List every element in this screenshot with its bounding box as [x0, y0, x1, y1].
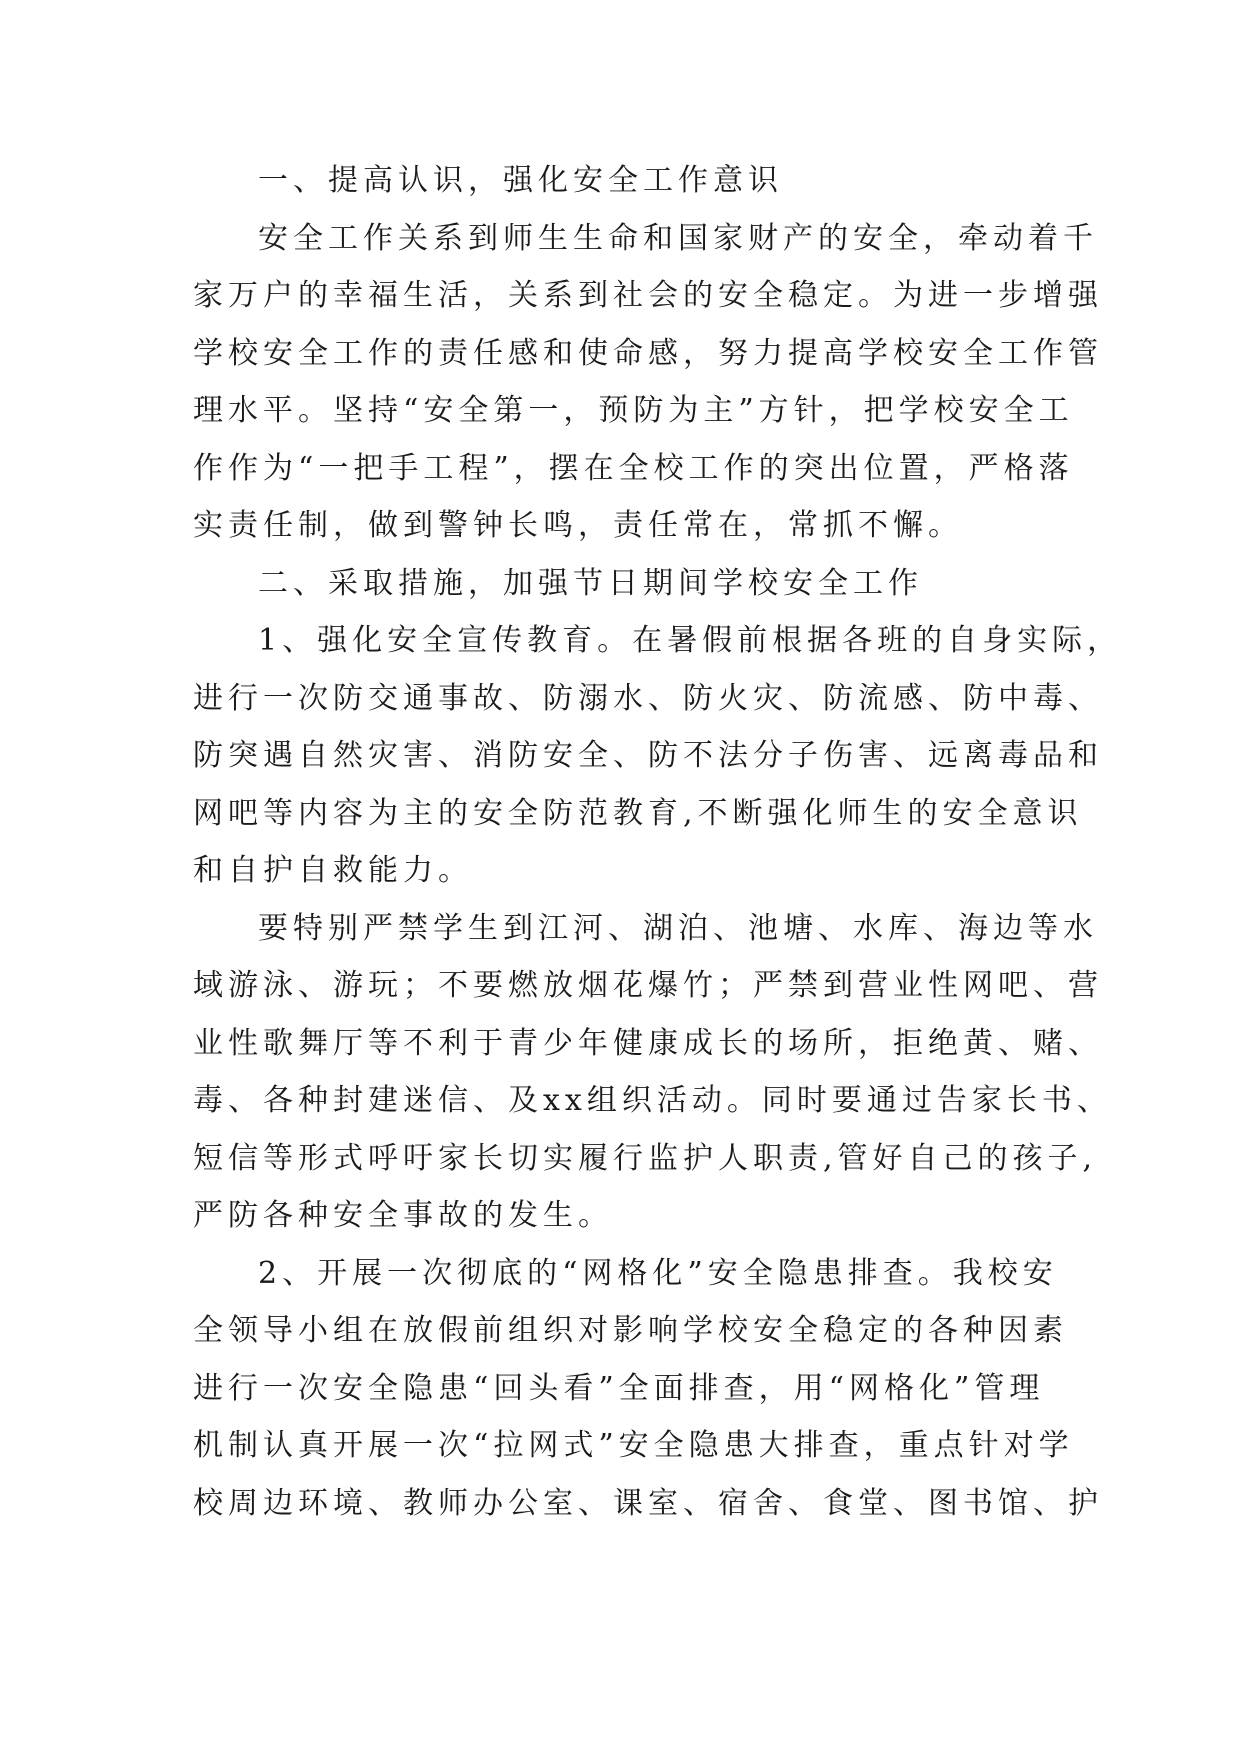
paragraph-line: 作作为“一把手工程”，摆在全校工作的突出位置，严格落 [193, 450, 1074, 486]
section-heading-2: 二、采取措施，加强节日期间学校安全工作 [258, 565, 923, 601]
paragraph-line: 毒、各种封建迷信、及xx组织活动。同时要通过告家长书、 [193, 1083, 1112, 1118]
paragraph-line: 进行一次安全隐患“回头看”全面排查，用“网格化”管理 [193, 1370, 1045, 1406]
paragraph-line: 安全工作关系到师生生命和国家财产的安全，牵动着千 [258, 220, 1098, 256]
paragraph-line: 学校安全工作的责任感和使命感，努力提高学校安全工作管 [193, 335, 1103, 371]
paragraph-line: 和自护自救能力。 [193, 853, 473, 888]
paragraph-line: 要特别严禁学生到江河、湖泊、池塘、水库、海边等水 [258, 910, 1098, 946]
paragraph-line: 严防各种安全事故的发生。 [193, 1198, 613, 1233]
paragraph-line: 短信等形式呼吁家长切实履行监护人职责,管好自己的孩子, [193, 1140, 1098, 1176]
paragraph-line: 防突遇自然灾害、消防安全、防不法分子伤害、远离毒品和 [193, 738, 1103, 773]
paragraph-line: 业性歌舞厅等不利于青少年健康成长的场所，拒绝黄、赌、 [193, 1025, 1103, 1061]
paragraph-line: 家万户的幸福生活，关系到社会的安全稳定。为进一步增强 [193, 278, 1103, 313]
paragraph-line: 域游泳、游玩；不要燃放烟花爆竹；严禁到营业性网吧、营 [193, 968, 1103, 1003]
paragraph-line: 机制认真开展一次“拉网式”安全隐患大排查，重点针对学 [193, 1428, 1074, 1463]
paragraph-line: 理水平。坚持“安全第一，预防为主”方针，把学校安全工 [193, 393, 1074, 428]
paragraph-line: 网吧等内容为主的安全防范教育,不断强化师生的安全意识 [193, 795, 1083, 831]
section-heading-1: 一、提高认识，强化安全工作意识 [258, 163, 783, 198]
paragraph-line: 校周边环境、教师办公室、课室、宿舍、食堂、图书馆、护 [193, 1485, 1103, 1521]
paragraph-line: 1、强化安全宣传教育。在暑假前根据各班的自身实际， [258, 623, 1123, 658]
paragraph-line: 进行一次防交通事故、防溺水、防火灾、防流感、防中毒、 [193, 680, 1103, 716]
paragraph-line: 2、开展一次彻底的“网格化”安全隐患排查。我校安 [258, 1255, 1058, 1291]
document-body [193, 152, 1123, 1532]
paragraph-line: 全领导小组在放假前组织对影响学校安全稳定的各种因素 [193, 1313, 1068, 1348]
paragraph-line: 实责任制，做到警钟长鸣，责任常在，常抓不懈。 [193, 508, 963, 543]
